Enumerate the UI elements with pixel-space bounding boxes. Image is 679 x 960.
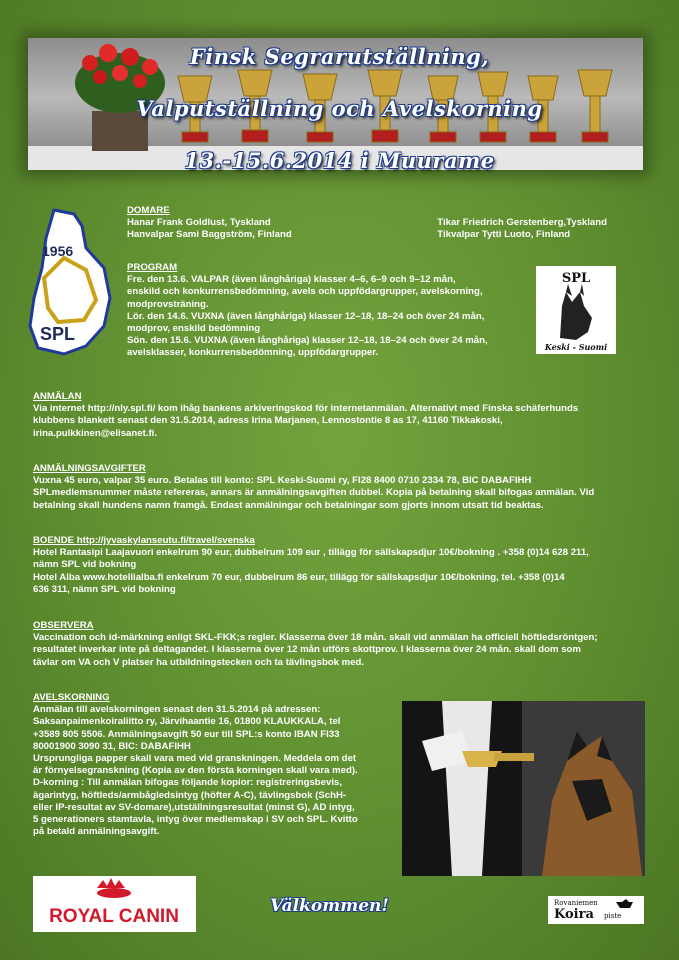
domare-left-1: Hanar Frank Goldlust, Tyskland [127, 217, 271, 229]
avgifter-line: Vuxna 45 euro, valpar 35 euro. Betalas till konto: SPL Keski-Suomi ry, FI28 8400 0710 2334 78, BIC DABAFIHH [33, 475, 532, 487]
avelskorning-line: är förnyelsegranskning (Kopia av den första korningen skall vara med). [33, 765, 358, 777]
boende-section [33, 535, 653, 596]
avelskorning-line: D-korning : Till anmälan bifogas följande kopior: registreringsbevis, [33, 777, 343, 789]
welcome-text: Välkommen! [270, 896, 389, 916]
anmalan-section [33, 391, 653, 440]
koira-small: piste [604, 912, 622, 920]
koira-top: Rovaniemen [554, 899, 598, 907]
dog-logo-bottom: Keski - Suomi [544, 342, 608, 352]
anmalan-line: Via internet http://nly.spl.fi/ kom ihåg bankens arkiveringskod för internetanmälan. Alternativt med Finska schäferhunds [33, 403, 579, 415]
observera-line: Vaccination och id-märkning enligt SKL-FKK;s regler. Klasserna över 18 mån. skall vid anmälan ha officiell höftledsröntgen; [33, 632, 598, 644]
alba-link[interactable]: www.hotellialba.fi [82, 571, 164, 583]
spl-map-text: SPL [40, 324, 76, 344]
alba-rest: enkelrum 70 eur, dubbelrum 86 eur, tillägg för sällskapsdjur 10€/bokning, tel. +358 (0)14 [163, 571, 565, 583]
program-line: modprov, enskild bedömning [127, 323, 261, 335]
avelskorning-line: 5 generationers stamtavla, intyg över medlemskap i SV och SPL. Kvitto [33, 814, 358, 826]
avelskorning-section [33, 692, 398, 838]
avelskorning-line: Anmälan till avelskorningen senast den 31.5.2014 på adressen: [33, 704, 321, 716]
program-line: Sön. den 15.6. VUXNA (även långhåriga) klasser 12–18, 18–24 och över 24 mån, [127, 335, 488, 347]
program-line: enskild och konkurrensbedömning, avels och uppfödargrupper, avelskorning, [127, 286, 483, 298]
boende-heading: BOENDE [33, 535, 75, 546]
avelskorning-line: Saksanpaimenkoiraliitto ry, Järvihaantie 16, 01800 KLAUKKALA, tel [33, 716, 341, 728]
domare-section [127, 205, 627, 242]
royal-canin-logo [33, 876, 196, 932]
royal-canin-text: ROYAL CANIN [49, 906, 179, 927]
program-section [127, 262, 527, 360]
program-line: avelsklasser, konkurrensbedömning, uppfödargrupper. [127, 347, 379, 359]
anmalan-heading: ANMÄLAN [33, 391, 82, 402]
avelskorning-line: 80001900 3090 31, BIC: DABAFIHH [33, 740, 191, 752]
domare-right-2: Tikvalpar Tytti Luoto, Finland [437, 229, 571, 241]
dog-trophy-photo [402, 701, 645, 876]
boende-line: Hotel Rantasipi Laajavuori enkelrum 90 eur, dubbelrum 109 eur , tillägg för sällskapsdjur 10€/bokning . +358 (0)14 628 211, [33, 547, 589, 559]
program-heading: PROGRAM [127, 262, 178, 273]
title-line-3: 13.-15.6.2014 i Muurame [184, 148, 495, 173]
boende-link[interactable]: http://jyvaskylanseutu.fi/travel/svenska [76, 535, 255, 546]
boende-line: nämn SPL vid bokning [33, 559, 137, 571]
avelskorning-line: ägarintyg, höftleds/armbågledsintyg (höfter A-C), tävlingsbok (SchH- [33, 789, 347, 801]
observera-line: tävlar om VA och V platser ha utbildningstecken och ta tävlingsbok med. [33, 656, 365, 668]
dog-logo-top: SPL [561, 271, 591, 286]
program-line: Lör. den 14.6. VUXNA (även långhåriga) klasser 12–18, 18–24 och över 24 mån, [127, 310, 485, 322]
program-line: modprovsträning. [127, 298, 209, 310]
spl-map-logo [24, 208, 116, 358]
title-line-2: Valputställning och Avelskorning [136, 96, 543, 121]
anmalan-line: irina.pulkkinen@elisanet.fi. [33, 427, 157, 439]
observera-section [33, 620, 653, 669]
domare-left-2: Hanvalpar Sami Baggström, Finland [127, 229, 292, 241]
program-line: Fre. den 13.6. VALPAR (även långhåriga) klasser 4–6, 6–9 och 9–12 mån, [127, 274, 456, 286]
avelskorning-heading: AVELSKORNING [33, 692, 110, 703]
avgifter-section [33, 463, 653, 512]
avgifter-line: SPLmedlemsnummer måste refereras, annars är anmälningsavgiften dubbel. Kopia på betalning skall bifogas anmälan. Vid [33, 487, 595, 499]
observera-heading: OBSERVERA [33, 620, 94, 631]
observera-line: resultatet inverkar inte på deltagandet. I klasserna över 12 mån utförs skottprov. I klasserna över 24 mån. skall dom som [33, 644, 581, 656]
spl-map-year: 1956 [42, 243, 74, 259]
avgifter-line: betalning skall hundens namn framgå. Endast anmälningar och betalningar som gjorts innom utsatt tid beaktas. [33, 499, 544, 511]
koira-main: Koira [554, 907, 594, 922]
avelskorning-line: eller IP-resultat av SV-domare),utställningsresultat (minst G), AD intyg, [33, 801, 355, 813]
anmalan-line: klubbens blankett senast den 31.5.2014, adress Irina Marjanen, Lennostontie 8 as 17, 41160 Tikkakoski, [33, 415, 503, 427]
avgifter-heading: ANMÄLNINGSAVGIFTER [33, 463, 146, 474]
avelskorning-line: på betald anmälningsavgift. [33, 826, 160, 838]
alba-prefix: Hotel Alba [33, 571, 83, 583]
domare-heading: DOMARE [127, 205, 170, 216]
avelskorning-line: +3589 805 5506. Anmälningsavgift 50 eur till SPL:s konto IBAN FI33 [33, 728, 340, 740]
avelskorning-line: Ursprungliga papper skall vara med vid granskningen. Meddela om det [33, 753, 357, 765]
alba-line-2: 636 311, nämn SPL vid bokning [33, 583, 176, 595]
title-line-1: Finsk Segrarutställning, [189, 44, 490, 69]
koirapiste-logo [548, 896, 644, 924]
spl-keski-suomi-logo [536, 266, 616, 354]
domare-right-1: Tikar Friedrich Gerstenberg,Tyskland [437, 217, 607, 229]
